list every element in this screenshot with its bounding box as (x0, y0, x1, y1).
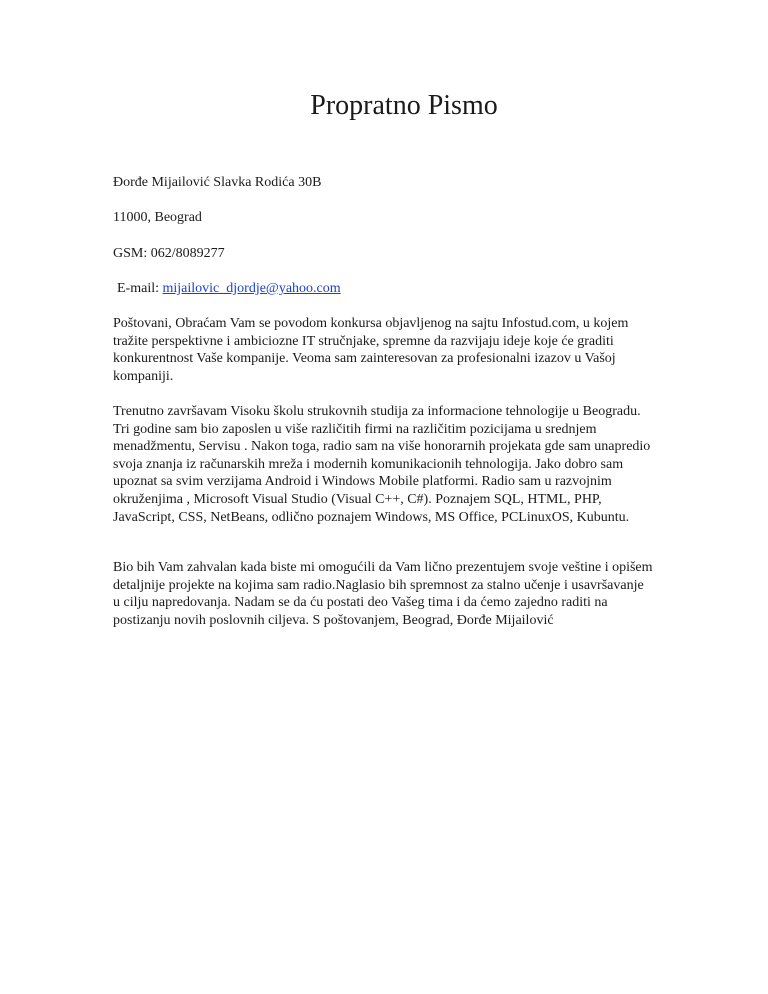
email-label: E-mail: (117, 281, 163, 296)
paragraph-experience: Trenutno završavam Visoku školu strukovnih studija za informacione tehnologije u Beogradu. Tri godine sam bio zaposlen u više različitih firmi na različitim pozicijama u srednjem menadžmentu, Servisu . Nakon toga, radio sam na više honorarnih projekata gde sam unapredio svoja znanja iz računarskih mreža i modernih komunikacionih tehnologija. Jako dobro sam upoznat sa svim verzijama Android i Windows Mobile platformi. Radio sam u razvojnim okruženjima , Microsoft Visual Studio (Visual C++, C#). Poznajem SQL, HTML, PHP, JavaScript, CSS, NetBeans, odlično poznajem Windows, MS Office, PCLinuxOS, Kubuntu. (113, 404, 651, 525)
sender-email-line (117, 280, 341, 298)
sender-name-address: Đorđe Mijailović Slavka Rodića 30B (113, 175, 322, 190)
paragraph-greeting: Poštovani, Obraćam Vam se povodom konkursa objavljenog na sajtu Infostud.com, u kojem tražite perspektivne i ambiciozne IT stručnjake, spremne da razvijaju ideje koje će graditi konkurentnost Vaše kompanije. Veoma sam zainteresovan za profesionalni izazov u Vašoj kompaniji. (113, 316, 629, 384)
document-title: Propratno Pismo (310, 90, 498, 121)
email-link[interactable]: mijailovic_djordje@yahoo.com (162, 281, 341, 296)
sender-phone: GSM: 062/8089277 (113, 246, 225, 261)
paragraph-closing: Bio bih Vam zahvalan kada biste mi omogućili da Vam lično prezentujem svoje veštine i opišem detaljnije projekte na kojima sam radio.Naglasio bih spremnost za stalno učenje i usavršavanje u cilju napredovanja. Nadam se da ću postati deo Vašeg tima i da ćemo zajedno raditi na postizanju novih poslovnih ciljeva. S poštovanjem, Beograd, Đorđe Mijailović (113, 560, 653, 628)
sender-city: 11000, Beograd (113, 210, 202, 225)
